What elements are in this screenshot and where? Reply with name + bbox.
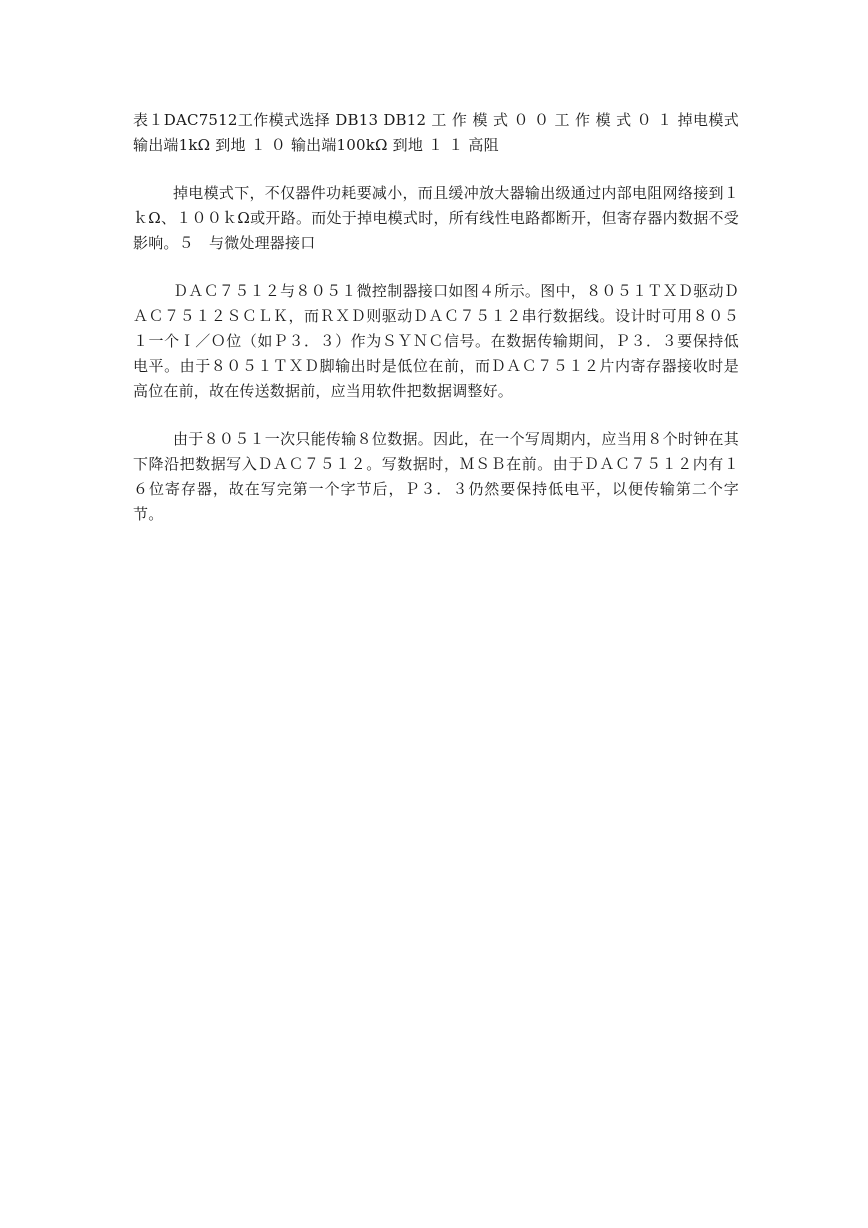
table-caption-paragraph: 表１DAC7512工作模式选择 DB13 DB12 工 作 模 式 ０ ０ 工 作 模 式 ０ １ 掉电模式 输出端1kΩ 到地 １ ０ 输出端100kΩ 到地 １ １ 高阻 — [133, 111, 739, 154]
power-down-mode-paragraph: 掉电模式下，不仅器件功耗要减小，而且缓冲放大器输出级通过内部电阻网络接到１ｋΩ、１００ｋΩ或开路。而处于掉电模式时，所有线性电路都断开，但寄存器内数据不受影响。５ 与微处理器接口 — [133, 184, 739, 252]
interface-8051-paragraph: ＤＡＣ７５１２与８０５１微控制器接口如图４所示。图中，８０５１ＴＸＤ驱动ＤＡＣ７５１２ＳＣＬＫ，而ＲＸＤ则驱动ＤＡＣ７５１２串行数据线。设计时可用８０５１一个Ｉ／Ｏ位（如Ｐ３．３）作为ＳＹＮＣ信号。在数据传输期间，Ｐ３．３要保持低电平。由于８０５１ＴＸＤ脚输出时是低位在前，而ＤＡＣ７５１２片内寄存器接收时是高位在前，故在传送数据前，应当用软件把数据调整好。 — [133, 282, 739, 400]
document-body — [133, 108, 739, 550]
write-cycle-paragraph: 由于８０５１一次只能传输８位数据。因此，在一个写周期内，应当用８个时钟在其下降沿把数据写入ＤＡＣ７５１２。写数据时，ＭＳＢ在前。由于ＤＡＣ７５１２内有１６位寄存器，故在写完第一个字节后，Ｐ３．３仍然要保持低电平，以便传输第二个字节。 — [133, 430, 739, 523]
